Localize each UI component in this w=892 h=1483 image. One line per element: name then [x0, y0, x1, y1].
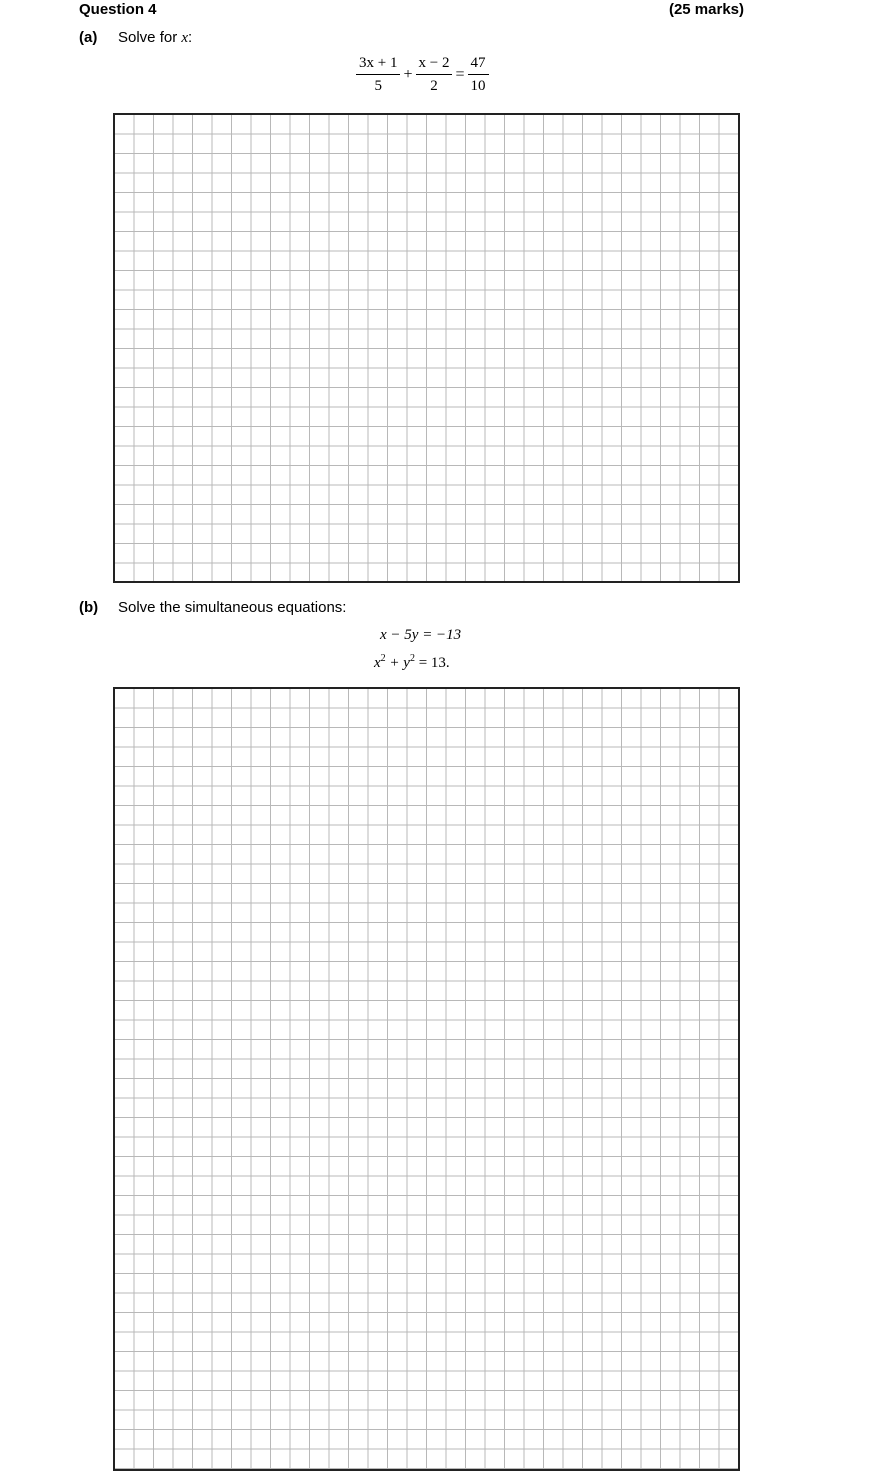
- part-b-equation-1: [380, 627, 461, 644]
- equation-2-exponent-1: 2: [380, 653, 386, 664]
- fraction-3-denominator: 10: [470, 78, 486, 94]
- fraction-3: [468, 55, 489, 95]
- part-a-instruction: [118, 29, 192, 47]
- part-b-answer-grid[interactable]: [113, 687, 740, 1471]
- plus-sign: +: [403, 66, 413, 83]
- part-a-instruction-suffix: :: [188, 29, 193, 46]
- equation-1-text: x − 5y = −13: [380, 627, 462, 643]
- variable-x: x: [181, 30, 189, 46]
- equation-2-end: = 13.: [414, 655, 450, 671]
- part-b-equation-2: [374, 655, 450, 672]
- equation-2-x: x: [374, 655, 381, 671]
- fraction-2-denominator: 2: [430, 78, 438, 94]
- fraction-1-numerator: 3x + 1: [359, 55, 398, 71]
- fraction-2: [416, 55, 453, 95]
- part-b-instruction: Solve the simultaneous equations:: [118, 599, 347, 616]
- part-a-label: (a): [79, 29, 98, 46]
- equation-2-exponent-2: 2: [409, 653, 415, 664]
- part-a-instruction-text: Solve for: [118, 29, 178, 46]
- question-title: Question 4: [79, 1, 157, 18]
- part-b-label: (b): [79, 599, 99, 616]
- fraction-1-denominator: 5: [374, 78, 382, 94]
- equals-sign: =: [455, 66, 465, 83]
- fraction-2-numerator: x − 2: [418, 55, 450, 71]
- fraction-1: [356, 55, 400, 95]
- equation-2-middle: + y: [385, 655, 410, 671]
- part-a-equation: [355, 55, 490, 95]
- question-marks: (25 marks): [668, 1, 744, 18]
- fraction-3-numerator: 47: [470, 55, 486, 71]
- part-a-answer-grid[interactable]: [113, 113, 740, 583]
